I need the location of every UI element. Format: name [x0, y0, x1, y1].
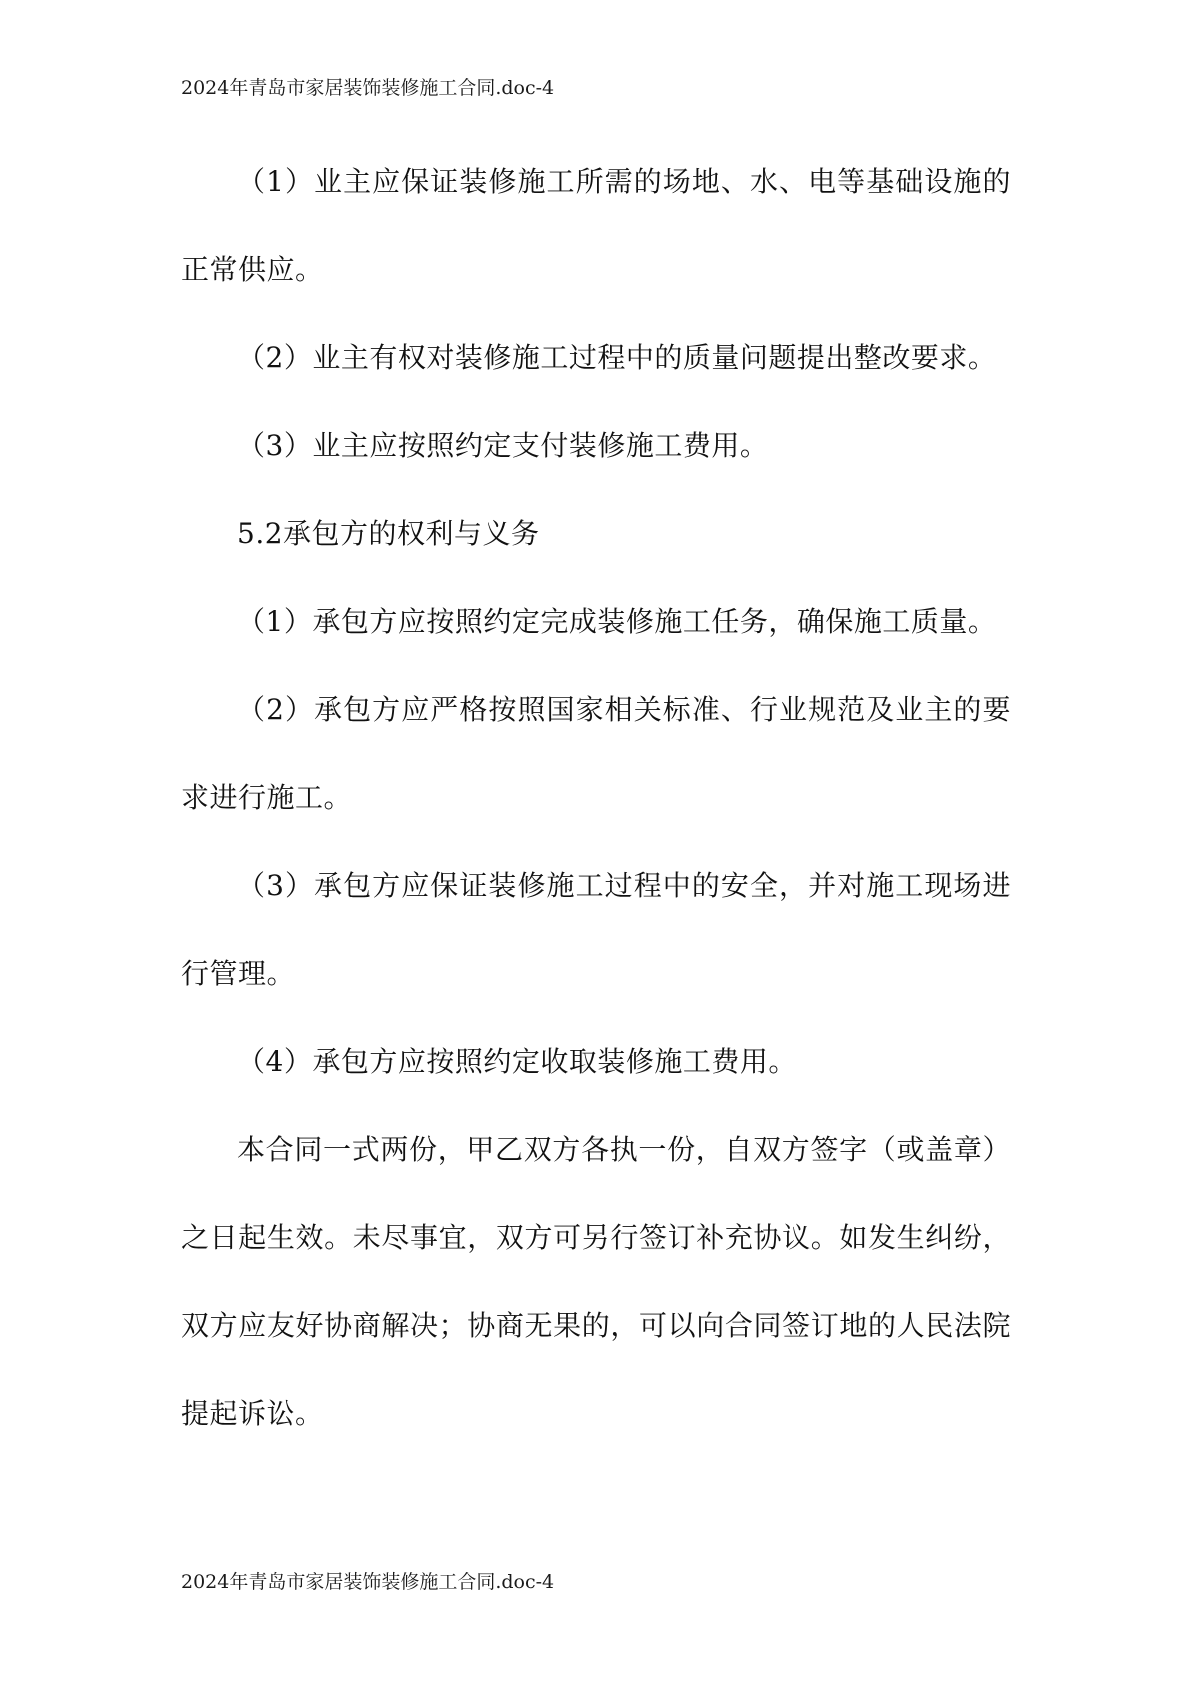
contractor-clause-1: （1）承包方应按照约定完成装修施工任务，确保施工质量。 [237, 605, 997, 638]
owner-clause-1: （1）业主应保证装修施工所需的场地、水、电等基础设施的正常供应。 [181, 165, 1011, 286]
contractor-clause-2: （2）承包方应严格按照国家相关标准、行业规范及业主的要求进行施工。 [181, 693, 1011, 814]
contractor-clause-3: （3）承包方应保证装修施工过程中的安全，并对施工现场进行管理。 [181, 869, 1011, 990]
owner-clause-2: （2）业主有权对装修施工过程中的质量问题提出整改要求。 [237, 341, 997, 374]
running-footer: 2024年青岛市家居装饰装修施工合同.doc-4 [181, 1571, 555, 1593]
section-heading-5-2: 5.2承包方的权利与义务 [237, 517, 540, 550]
contractor-clause-4: （4）承包方应按照约定收取装修施工费用。 [237, 1045, 797, 1078]
owner-clause-3: （3）业主应按照约定支付装修施工费用。 [237, 429, 769, 462]
document-body [181, 138, 1011, 1458]
closing-paragraph: 本合同一式两份，甲乙双方各执一份，自双方签字（或盖章）之日起生效。未尽事宜，双方可另行签订补充协议。如发生纠纷，双方应友好协商解决；协商无果的，可以向合同签订地的人民法院提起诉讼。 [181, 1133, 1011, 1430]
running-header: 2024年青岛市家居装饰装修施工合同.doc-4 [181, 77, 555, 99]
